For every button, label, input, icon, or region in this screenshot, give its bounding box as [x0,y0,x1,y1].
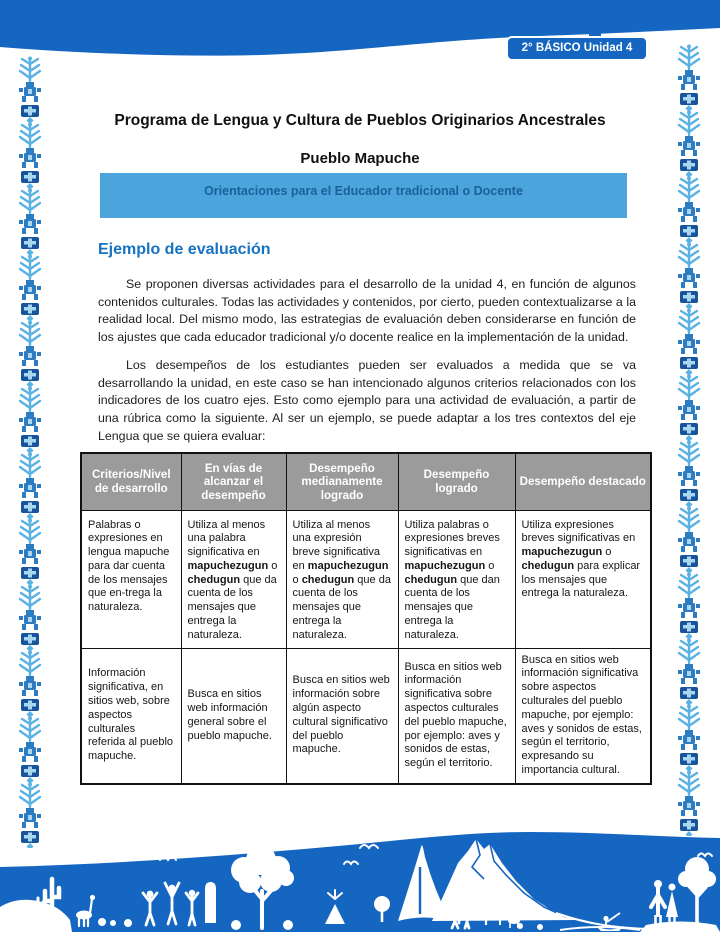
rubric-header-destacado: Desempeño destacado [515,453,651,510]
audience-banner-label: Orientaciones para el Educador tradicional o Docente [204,184,523,198]
rubric-cell: Utiliza al menos una expresión breve significativa en mapuchezugun o chedugun que da cuenta de los mensajes que entrega la naturaleza. [286,510,398,648]
rubric-row-lengua [81,510,651,648]
intro-paragraph-1: Se proponen diversas actividades para el desarrollo de la unidad 4, en función de algunos contenidos culturales. Todas las actividades y contenidos, por cierto, pueden contextualizarse a la realidad local. Del mismo modo, las estrategias de evaluación deben considerarse en función de los ajustes que cada educador tradicional y/o docente realice en la implementación de la unidad. [98,277,636,345]
rubric-cell: Palabras o expresiones en lengua mapuche para dar cuenta de los mensajes que en-trega la naturaleza. [81,510,181,648]
left-border-ornament [15,56,45,848]
rubric-cell: Busca en sitios web información significativa sobre aspectos culturales del pueblo mapuche, por ejemplo: aves y sonidos de estas, según el territorio. [398,648,515,784]
rubric-header-criteria: Criterios/Nivel de desarrollo [81,453,181,510]
rubric-row-sitios-web [81,648,651,784]
rubric-cell: Utiliza al menos una palabra significativa en mapuchezugun o chedugun que da cuenta de los mensajes que entrega la naturaleza. [181,510,286,648]
rubric-cell: Utiliza expresiones breves significativas en mapuchezugun o chedugun para explicar los mensajes que entrega la naturaleza. [515,510,651,648]
audience-banner [100,173,627,218]
section-heading: Ejemplo de evaluación [98,241,271,258]
unit-badge: 2° BÁSICO Unidad 4 [506,36,648,61]
intro-paragraph-2: Los desempeños de los estudiantes pueden ser evaluados a medida que se va desarrollando la unidad, en este caso se han intencionado algunos criterios relacionados con los indicadores de los cuatro ejes. Esto como ejemplo para una actividad de evaluación, a partir de una rúbrica como la siguiente. Al ser un ejemplo, se puede adaptar a los tres contextos del eje Lengua que se quiera evaluar: [98,358,636,443]
rubric-cell: Utiliza palabras o expresiones breves significativas en mapuchezugun o chedugun que dan cuenta de los mensajes que entrega la naturaleza. [398,510,515,648]
landscape-footer-illustration [0,827,720,932]
rubric-header-medianamente: Desempeño medianamente logrado [286,453,398,510]
standing-stone-silhouette [205,882,216,923]
rubric-header-row [81,453,651,510]
rubric-cell: Busca en sitios web información general sobre el pueblo mapuche. [181,648,286,784]
page-title: Programa de Lengua y Cultura de Pueblos Originarios Ancestrales [114,112,606,129]
rubric-header-en-vias: En vías de alcanzar el desempeño [181,453,286,510]
right-border-ornament [674,44,704,836]
page-subtitle: Pueblo Mapuche [300,150,420,167]
rubric-cell: Busca en sitios web información sobre algún aspecto cultural significativo del pueblo mapuche. [286,648,398,784]
evaluation-rubric-table [80,452,652,785]
rubric-cell: Información significativa, en sitios web, sobre aspectos culturales referida al pueblo mapuche. [81,648,181,784]
rubric-cell: Busca en sitios web información significativa sobre aspectos culturales del pueblo mapuche, por ejemplo: aves y sonidos de estas, según el territorio, expresando su importancia cultural. [515,648,651,784]
rubric-header-logrado: Desempeño logrado [398,453,515,510]
